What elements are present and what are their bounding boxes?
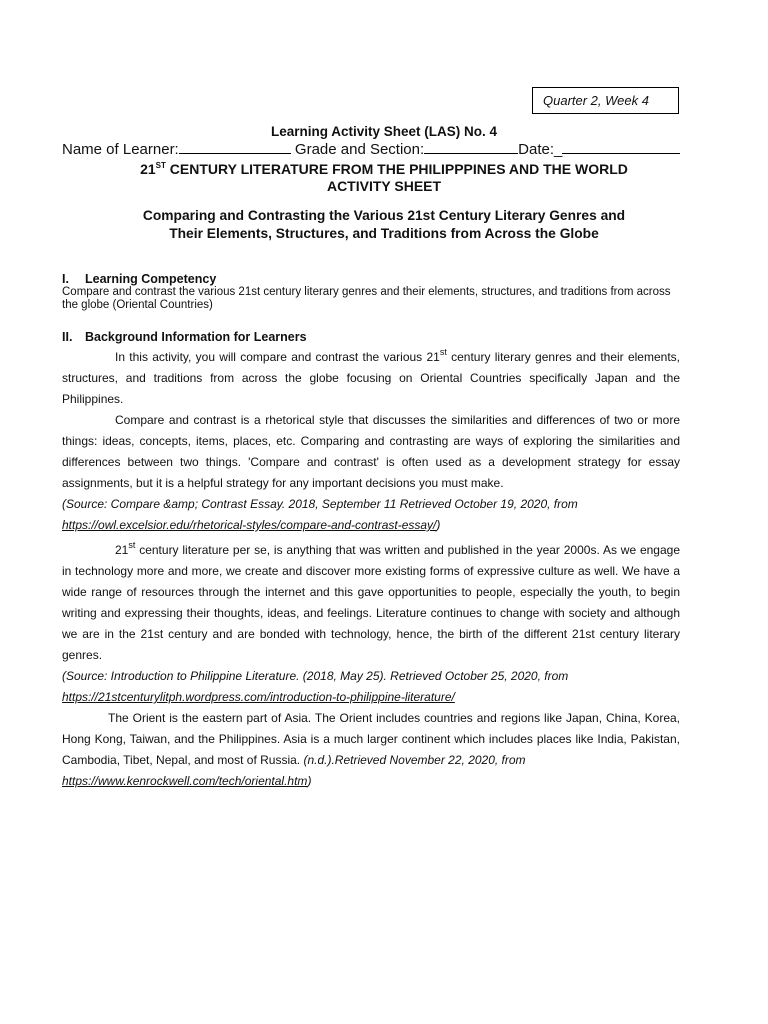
quarter-week-label: Quarter 2, Week 4 (543, 93, 649, 108)
source-3-close: ) (307, 774, 312, 788)
title-line-2: ACTIVITY SHEET (326, 178, 442, 194)
paragraph-21st-century-literature (62, 540, 680, 666)
activity-subtitle (0, 207, 768, 243)
ordinal-suffix: st (439, 347, 447, 357)
grade-section-label: Grade and Section: (294, 141, 425, 158)
competency-text: Compare and contrast the various 21st century literary genres and their elements, structures, and traditions from across the globe (Oriental Countries) (62, 286, 671, 311)
name-field[interactable] (179, 140, 291, 154)
source-2-text: (Source: Introduction to Philippine Literature. (2018, May 25). Retrieved October 25, 2020, from (62, 669, 569, 683)
section-background-information (62, 330, 682, 344)
section-heading (62, 330, 682, 344)
paragraph-intro (62, 347, 680, 410)
section-title: Learning Competency (85, 272, 217, 286)
grade-section-field[interactable] (424, 140, 518, 154)
section-number: II. (62, 330, 73, 344)
section-number: I. (62, 272, 69, 286)
ordinal-suffix: st (128, 540, 136, 550)
source-citation-1 (62, 494, 680, 536)
paragraph-compare-contrast: Compare and contrast is a rhetorical style that discusses the similarities and differences of two or more things: ideas, concepts, items, places, etc. Comparing and contrasting are ways of exploring the similarities and differences between two things. 'Compare and contrast' is often used as a development strategy for essay assignments, but it is a helpful strategy for any important decisions you must make. (62, 413, 680, 490)
name-label: Name of Learner: (62, 141, 179, 158)
subtitle-line-1: Comparing and Contrasting the Various 21st Century Literary Genres and (142, 208, 626, 223)
quarter-week-box (532, 87, 679, 114)
las-title: Learning Activity Sheet (LAS) No. 4 (270, 124, 498, 139)
century-number: 21 (115, 543, 129, 557)
paragraph-intro-text: In this activity, you will compare and contrast the various 21 (115, 350, 440, 364)
date-prefix: _ (554, 141, 563, 158)
subtitle-line-2: Their Elements, Structures, and Traditions from Across the Globe (169, 226, 599, 241)
date-field[interactable] (562, 140, 680, 154)
background-content (62, 347, 680, 792)
title-line-1 (0, 157, 768, 178)
section-title: Background Information for Learners (85, 330, 307, 344)
date-label: Date: (518, 141, 555, 158)
paragraph-orient-text: The Orient is the eastern part of Asia. The Orient includes countries and regions like Japan, China, Korea, Hong Kong, Taiwan, and the Philippines. Asia is a much larger continent which includes places like India, Pakistan, Cambodia, Tibet, Nepal, and most of Russia. (62, 711, 680, 767)
source-1-link[interactable]: https://owl.excelsior.edu/rhetorical-styles/compare-and-contrast-essay/ (62, 518, 437, 532)
section-heading (62, 272, 682, 286)
source-3-link[interactable]: https://www.kenrockwell.com/tech/oriental.htm (62, 774, 308, 788)
title-line-1-text: CENTURY LITERATURE FROM THE PHILIPPPINES AND THE WORLD (165, 161, 628, 177)
source-3-text: (n.d.).Retrieved November 22, 2020, from (303, 753, 526, 767)
section-learning-competency (62, 272, 682, 312)
paragraph-orient (62, 708, 680, 771)
paragraph-intro-text-rest: century literary genres and their elements, structures, and traditions from across the globe focusing on Oriental Countries specifically Japan and the Philippines. (62, 350, 680, 406)
learner-info-line (62, 140, 680, 158)
title-century-suffix: ST (155, 161, 166, 170)
paragraph-text: century literature per se, is anything that was written and published in the year 2000s. As we engage in technology more and more, we create and discover more existing forms of expressive culture as well. We have a wide range of resources through the internet and this gave opportunities to people, especially the youth, to begin writing and expressing their thoughts, ideas, and feelings. Literature continues to change with society and although we are in the 21st century and are bonded with technology, hence, the birth of the different 21st century literary genres. (62, 543, 680, 662)
source-citation-2 (62, 666, 680, 708)
activity-sheet-title (0, 157, 768, 195)
title-century-number: 21 (140, 161, 156, 177)
source-1-text: (Source: Compare &amp; Contrast Essay. 2018, September 11 Retrieved October 19, 2020, from (62, 497, 578, 511)
source-1-close: ) (436, 518, 441, 532)
source-2-link[interactable]: https://21stcenturylitph.wordpress.com/introduction-to-philippine-literature/ (62, 690, 455, 704)
